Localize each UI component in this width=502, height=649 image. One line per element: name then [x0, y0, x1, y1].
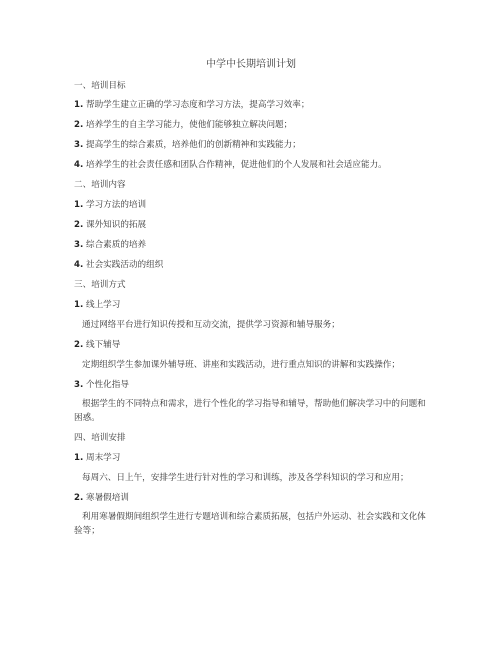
item-text: 帮助学生建立正确的学习态度和学习方法，提高学习效率； [85, 100, 310, 110]
item-text: 提高学生的综合素质，培养他们的创新精神和实践能力； [85, 140, 301, 150]
list-item [74, 219, 146, 232]
list-item [74, 452, 120, 465]
list-item [74, 259, 163, 272]
section-heading: 三、培训方式 [74, 280, 126, 290]
item-description: 根据学生的不同特点和需求，进行个性化的学习指导和辅导，帮助他们解决学习中的问题和困惑。 [74, 399, 426, 423]
section-heading: 二、培训内容 [74, 180, 126, 190]
item-description: 利用寒暑假期间组织学生进行专题培训和综合素质拓展，包括户外运动、社会实践和文化体验等； [74, 512, 426, 536]
item-description: 每周六、日上午，安排学生进行针对性的学习和训练，涉及各学科知识的学习和应用； [82, 473, 409, 483]
page-title: 中学中长期培训计划 [206, 59, 296, 70]
list-item [74, 99, 309, 112]
list-item [74, 299, 120, 312]
list-item [74, 379, 129, 392]
list-item [74, 119, 292, 132]
item-number: 2. [74, 340, 84, 350]
item-text: 综合素质的培养 [85, 240, 147, 250]
item-number: 3. [74, 240, 84, 250]
item-number: 3. [74, 380, 84, 390]
list-item [74, 492, 129, 505]
item-number: 4. [74, 160, 84, 170]
item-number: 1. [74, 100, 84, 110]
item-text: 学习方法的培训 [85, 200, 147, 210]
list-item [74, 239, 146, 252]
item-number: 1. [74, 300, 84, 310]
item-number: 2. [74, 120, 84, 130]
list-item [74, 139, 301, 152]
item-text: 线上学习 [85, 300, 121, 310]
item-text: 培养学生的社会责任感和团队合作精神，促进他们的个人发展和社会适应能力。 [85, 160, 387, 170]
item-text: 社会实践活动的组织 [85, 260, 164, 270]
item-description: 定期组织学生参加课外辅导班、讲座和实践活动，进行重点知识的讲解和实践操作； [82, 360, 400, 370]
item-number: 1. [74, 453, 84, 463]
item-text: 寒暑假培训 [85, 493, 129, 503]
list-item [74, 199, 146, 212]
item-text: 周末学习 [85, 453, 121, 463]
item-text: 课外知识的拓展 [85, 220, 147, 230]
item-text: 个性化指导 [85, 380, 129, 390]
item-text: 培养学生的自主学习能力，使他们能够独立解决问题； [85, 120, 293, 130]
list-item [74, 339, 120, 352]
item-text: 线下辅导 [85, 340, 121, 350]
item-description: 通过网络平台进行知识传授和互动交流，提供学习资源和辅导服务； [82, 320, 340, 330]
item-number: 1. [74, 200, 84, 210]
section-heading: 四、培训安排 [74, 433, 126, 443]
list-item [74, 159, 387, 172]
item-number: 2. [74, 220, 84, 230]
item-number: 4. [74, 260, 84, 270]
item-number: 2. [74, 493, 84, 503]
section-heading: 一、培训目标 [74, 81, 126, 91]
item-number: 3. [74, 140, 84, 150]
